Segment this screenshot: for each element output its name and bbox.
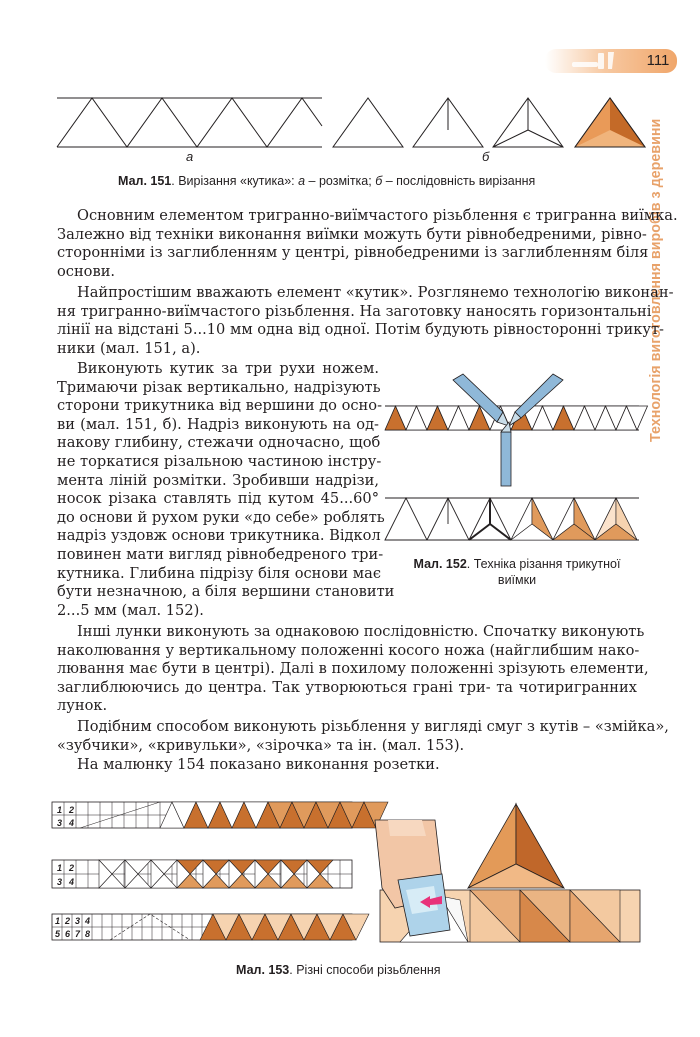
fig151-label-b: б [482, 149, 490, 164]
text-line: заглиблюючись до центра. Так утворюються грані три- та чотиригранних [57, 678, 637, 696]
text-line: не торкатися різальною частиною інстру- [57, 452, 382, 470]
grid-number: 3 [57, 818, 63, 828]
stage-triangle [385, 498, 427, 540]
fig153-caption-number: Мал. 153 [236, 963, 290, 977]
section-side-title: Технологія виготовлення виробів з деревини [648, 118, 664, 442]
grid-number: 2 [65, 916, 71, 926]
text-line: кутника. Глибина підрізу біля основи має [57, 564, 381, 582]
text-line: лінії на відстані 5...10 мм одна від одної. Потім будують рівносторонні трикут- [57, 321, 664, 339]
text-line: ники (мал. 151, а). [57, 339, 201, 357]
text-line: Подібним способом виконують різьблення у вигляді смуг з кутів – «змійка», [77, 718, 669, 735]
fig153-strip-curves [52, 914, 369, 940]
fig153-strip-zigzag [52, 802, 388, 828]
fig152-caption [392, 556, 642, 588]
text-line: Залежно від техніки виконання виїмки можуть бути рівнобедреними, рівно- [57, 225, 647, 243]
text-line: Тримаючи різак вертикально, надрізують [57, 378, 381, 396]
paragraph-5 [57, 718, 669, 755]
fig152-caption-text: . Техніка різання трикутної [466, 557, 621, 571]
text-line: мента ліній розмітки. Зробивши надрізи, [57, 471, 379, 489]
fig153-pyramid [468, 804, 564, 888]
fig151-caption-b: б [375, 174, 383, 188]
text-line: Виконують кутик за три рухи ножем. [77, 360, 379, 377]
text-line: ня тригранно-виїмчастого різьблення. На заготовку наносять горизонтальні [57, 302, 652, 320]
figure-152 [385, 372, 645, 552]
grid-number: 3 [57, 877, 63, 887]
text-line: до основи й рухом руки «до себе» роблять [57, 508, 385, 526]
fig151-caption-a: а [298, 174, 306, 188]
text-line: сторонніми із заглибленням у центрі, рівнобедреними із заглибленням біля [57, 244, 649, 262]
fig152-bottom-strip [385, 498, 639, 540]
grid-number: 5 [55, 929, 61, 939]
paragraph-4 [57, 623, 649, 716]
text-line: лювання має бути в центрі). Далі в похилому положенні зрізують елементи, [57, 660, 649, 678]
grid-number: 3 [75, 916, 81, 926]
text-line: Інші лунки виконують за однаковою послідовністю. Спочатку виконують [77, 623, 645, 640]
text-line: На малюнку 154 показано виконання розетки. [77, 756, 440, 773]
fig153-strip-star [52, 860, 352, 888]
header-decoration [0, 0, 700, 80]
fig151-caption-number: Мал. 151 [118, 174, 172, 188]
figure-151 [50, 90, 650, 160]
grid-number: 2 [69, 805, 75, 815]
grid-number: 4 [69, 877, 75, 887]
grid-number: 4 [69, 818, 75, 828]
fig151-caption-end: – послідовність вирізання [382, 174, 536, 188]
grid-number: 1 [57, 863, 63, 873]
text-line: основи. [57, 262, 116, 280]
text-line: ви (мал. 151, б). Надріз виконують на од- [57, 415, 379, 433]
text-line: «зубчики», «кривульки», «зірочка» та ін. (мал. 153). [57, 736, 465, 754]
text-line: Основним елементом тригранно-виїмчастого різьблення є тригранна виїмка. [77, 207, 678, 224]
fig153-caption [236, 963, 441, 977]
grid-number: 4 [85, 916, 91, 926]
paragraph-6 [57, 756, 637, 775]
fig152-caption-line2: виїмки [497, 573, 537, 587]
text-line: накову глибину, стежачи одночасно, щоб [57, 434, 381, 452]
fig153-caption-text: . Різні способи різьблення [289, 963, 441, 977]
grid-number: 2 [69, 863, 75, 873]
text-line: повинен мати вигляд рівнобедреного три- [57, 545, 384, 563]
text-line: наколювання у вертикальному положенні косого ножа (найглибшим нако- [57, 641, 640, 659]
text-line: надріз уздовж основи трикутника. Відкол [57, 527, 381, 545]
fig151-caption [118, 174, 535, 188]
fig151-triangle-1 [333, 98, 403, 147]
paragraph-1 [57, 207, 678, 281]
text-line: носок різака ставлять під кутом 45...60° [57, 490, 379, 508]
grid-number: 1 [55, 916, 61, 926]
grid-number: 7 [75, 929, 81, 939]
paragraph-2 [57, 284, 674, 358]
paragraph-3 [57, 360, 395, 620]
fig151-label-a: а [186, 149, 194, 164]
text-line: 2...5 мм (мал. 152). [57, 601, 204, 619]
grid-number: 6 [65, 929, 71, 939]
text-line: бути незначною, а біля вершини становити [57, 583, 395, 601]
fig151-caption-mid: – розмітка; [305, 174, 376, 188]
page-number: 111 [646, 52, 670, 69]
figure-153 [50, 800, 650, 960]
grid-number: 1 [57, 805, 63, 815]
text-line: Найпростішим вважають елемент «кутик». Розглянемо технологію виконан- [77, 284, 674, 301]
text-line: сторони трикутника від вершини до осно- [57, 397, 382, 415]
fig152-caption-number: Мал. 152 [413, 557, 467, 571]
grid-number: 8 [85, 929, 91, 939]
text-line: лунок. [57, 697, 108, 715]
fig151-caption-text: . Вирізання «кутика»: [171, 174, 299, 188]
